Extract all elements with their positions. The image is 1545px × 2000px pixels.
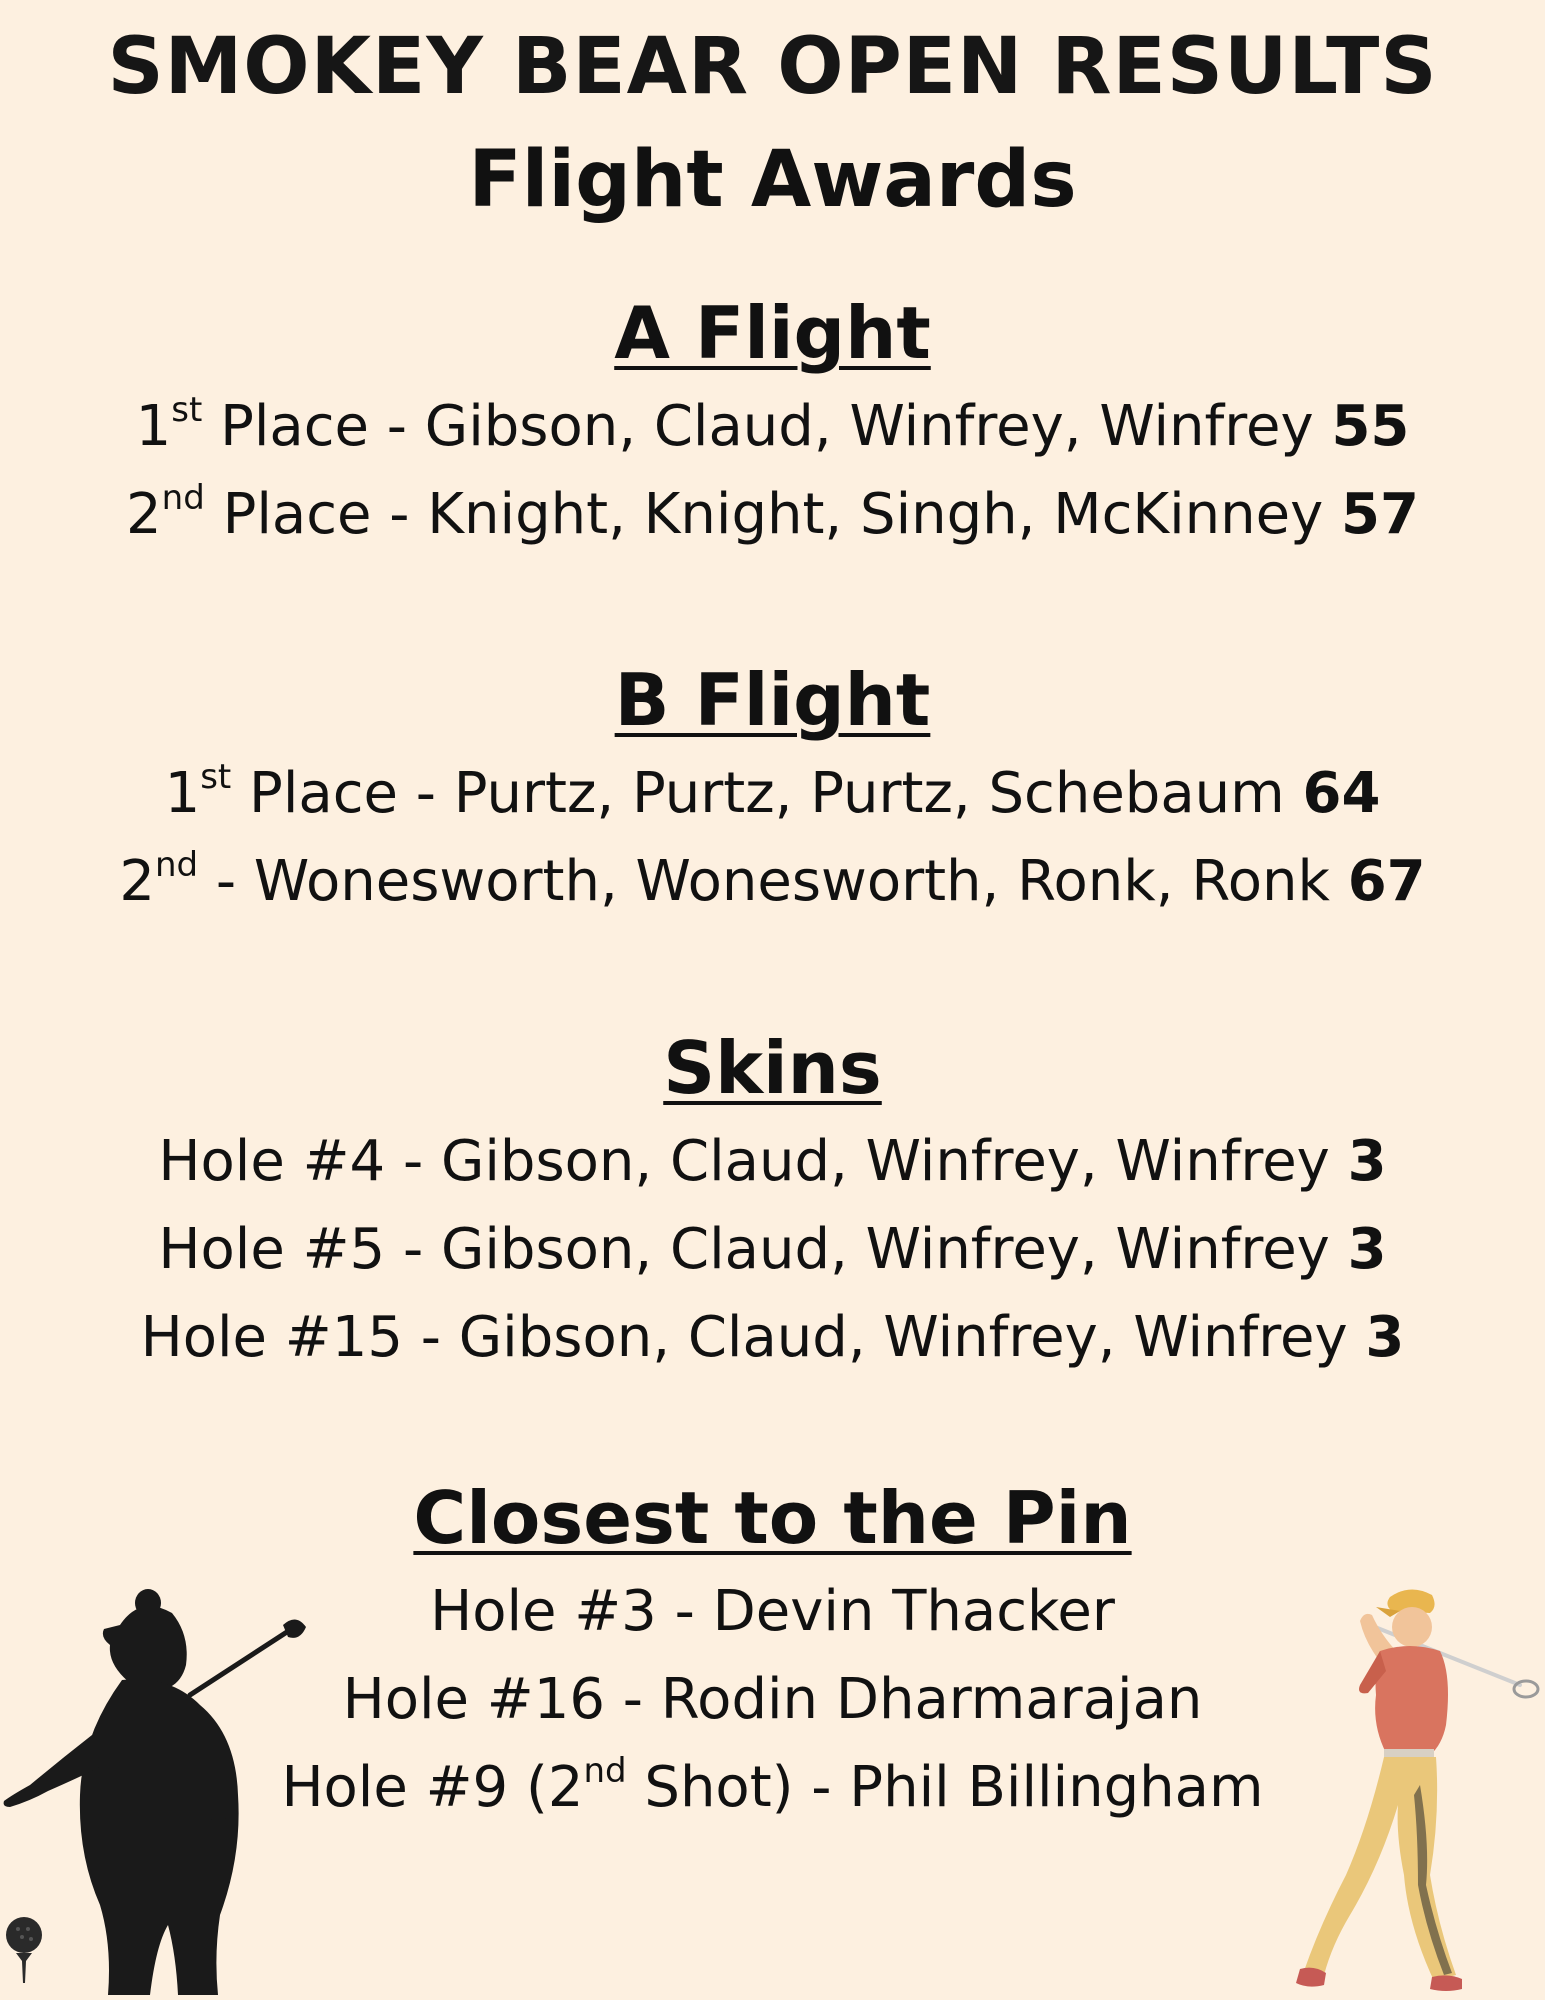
- entry-score: 67: [1347, 849, 1426, 914]
- entry-label: Hole #5 - Gibson, Claud, Winfrey, Winfrey: [158, 1217, 1348, 1282]
- ordinal-suffix: nd: [583, 1751, 627, 1792]
- ordinal-number: 1: [135, 394, 172, 459]
- page-subtitle: Flight Awards: [468, 135, 1077, 225]
- ordinal-suffix: st: [171, 390, 203, 431]
- b-flight-heading: B Flight: [614, 658, 931, 742]
- skins-entry: [0, 1206, 1545, 1294]
- entry-label: Shot) - Phil Billingham: [626, 1755, 1264, 1820]
- ordinal-suffix: nd: [154, 845, 199, 886]
- entry-score: 64: [1302, 761, 1381, 826]
- skins-entry: [0, 1118, 1545, 1206]
- skins-entry: [0, 1294, 1545, 1382]
- entry-score: 55: [1331, 394, 1410, 459]
- b-flight-section: [0, 650, 1545, 926]
- entry-score: 3: [1365, 1305, 1405, 1370]
- bear-golfer-icon: [0, 1585, 320, 2000]
- entry-score: 3: [1347, 1217, 1387, 1282]
- entry-label: Hole #15 - Gibson, Claud, Winfrey, Winfrey: [140, 1305, 1366, 1370]
- entry-label: Place - Knight, Knight, Singh, McKinney: [204, 482, 1342, 547]
- entry-label: - Wonesworth, Wonesworth, Ronk, Ronk: [198, 849, 1348, 914]
- a-flight-heading: A Flight: [614, 291, 931, 375]
- closest-to-pin-heading: Closest to the Pin: [413, 1476, 1132, 1560]
- b-flight-second-place: [0, 838, 1545, 926]
- a-flight-first-place: [0, 383, 1545, 471]
- closest-to-pin-entry: Hole #16 - Rodin Dharmarajan: [342, 1667, 1203, 1732]
- skins-heading: Skins: [663, 1026, 882, 1110]
- ordinal-number: 2: [126, 482, 162, 547]
- entry-label: Hole #4 - Gibson, Claud, Winfrey, Winfrey: [158, 1129, 1348, 1194]
- entry-label: Hole #9 (2: [281, 1755, 584, 1820]
- golfer-swinging-icon: [1280, 1585, 1545, 2000]
- entry-label: Place - Gibson, Claud, Winfrey, Winfrey: [202, 394, 1332, 459]
- entry-score: 57: [1341, 482, 1419, 547]
- b-flight-first-place: [0, 750, 1545, 838]
- entry-label: Place - Purtz, Purtz, Purtz, Schebaum: [231, 761, 1303, 826]
- a-flight-second-place: [0, 471, 1545, 559]
- page-title: SMOKEY BEAR OPEN RESULTS: [107, 22, 1438, 112]
- closest-to-pin-entry: Hole #3 - Devin Thacker: [430, 1579, 1115, 1644]
- ordinal-number: 1: [164, 761, 201, 826]
- ordinal-number: 2: [119, 849, 155, 914]
- entry-score: 3: [1347, 1129, 1387, 1194]
- skins-section: [0, 1018, 1545, 1382]
- a-flight-section: [0, 283, 1545, 559]
- ordinal-suffix: st: [200, 757, 232, 798]
- ordinal-suffix: nd: [161, 478, 205, 519]
